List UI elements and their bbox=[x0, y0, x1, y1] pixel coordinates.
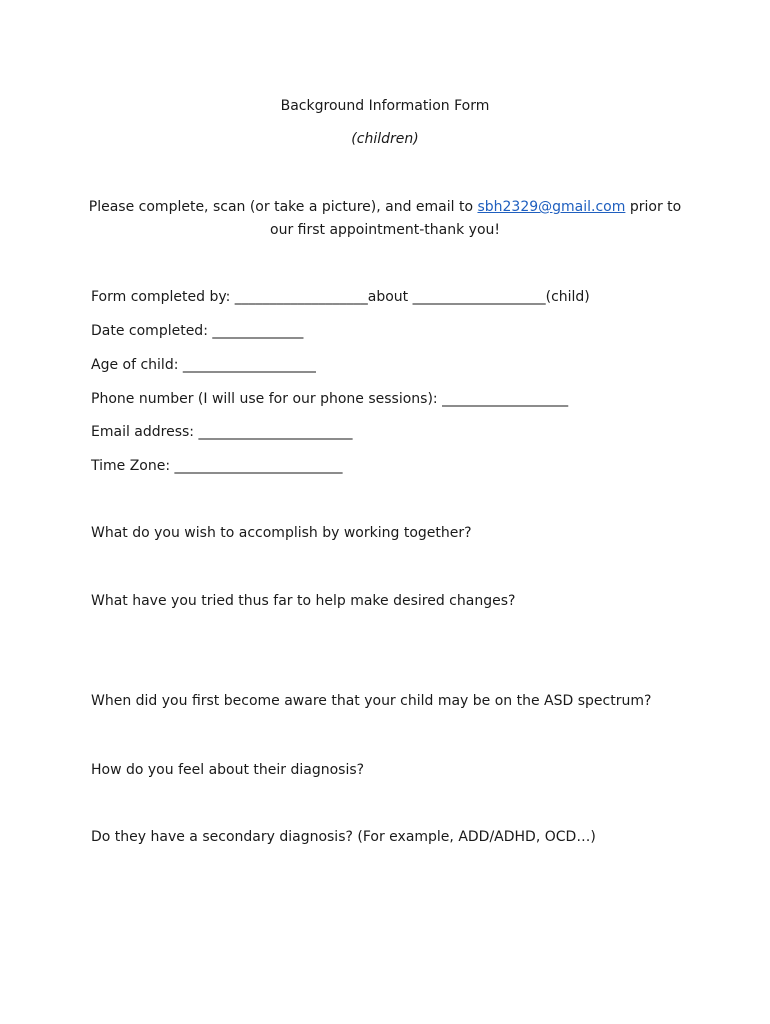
instructions-text-after: prior to bbox=[625, 199, 682, 215]
instructions-line-1 bbox=[0, 198, 770, 216]
question-tried: What have you tried thus far to help make desired changes? bbox=[91, 593, 516, 609]
email-link[interactable]: sbh2329@gmail.com bbox=[477, 199, 626, 215]
form-subtitle: (children) bbox=[351, 131, 419, 147]
form-title: Background Information Form bbox=[280, 98, 490, 114]
completed-by-field: Form completed by: ___________________about ___________________(child) bbox=[91, 289, 590, 305]
question-accomplish: What do you wish to accomplish by working together? bbox=[91, 525, 472, 541]
age-of-child-field: Age of child: ___________________ bbox=[91, 357, 316, 373]
question-secondary-diagnosis: Do they have a secondary diagnosis? (For example, ADD/ADHD, OCD…) bbox=[91, 829, 596, 845]
email-address-field: Email address: ______________________ bbox=[91, 424, 353, 440]
instructions-text-before: Please complete, scan (or take a picture), and email to bbox=[88, 199, 478, 215]
question-feel: How do you feel about their diagnosis? bbox=[91, 762, 365, 778]
date-completed-field: Date completed: _____________ bbox=[91, 323, 304, 339]
time-zone-field: Time Zone: ________________________ bbox=[91, 458, 343, 474]
question-aware: When did you first become aware that your child may be on the ASD spectrum? bbox=[91, 693, 652, 709]
instructions-line-2: our first appointment-thank you! bbox=[270, 222, 500, 238]
phone-number-field: Phone number (I will use for our phone sessions): __________________ bbox=[91, 391, 569, 407]
